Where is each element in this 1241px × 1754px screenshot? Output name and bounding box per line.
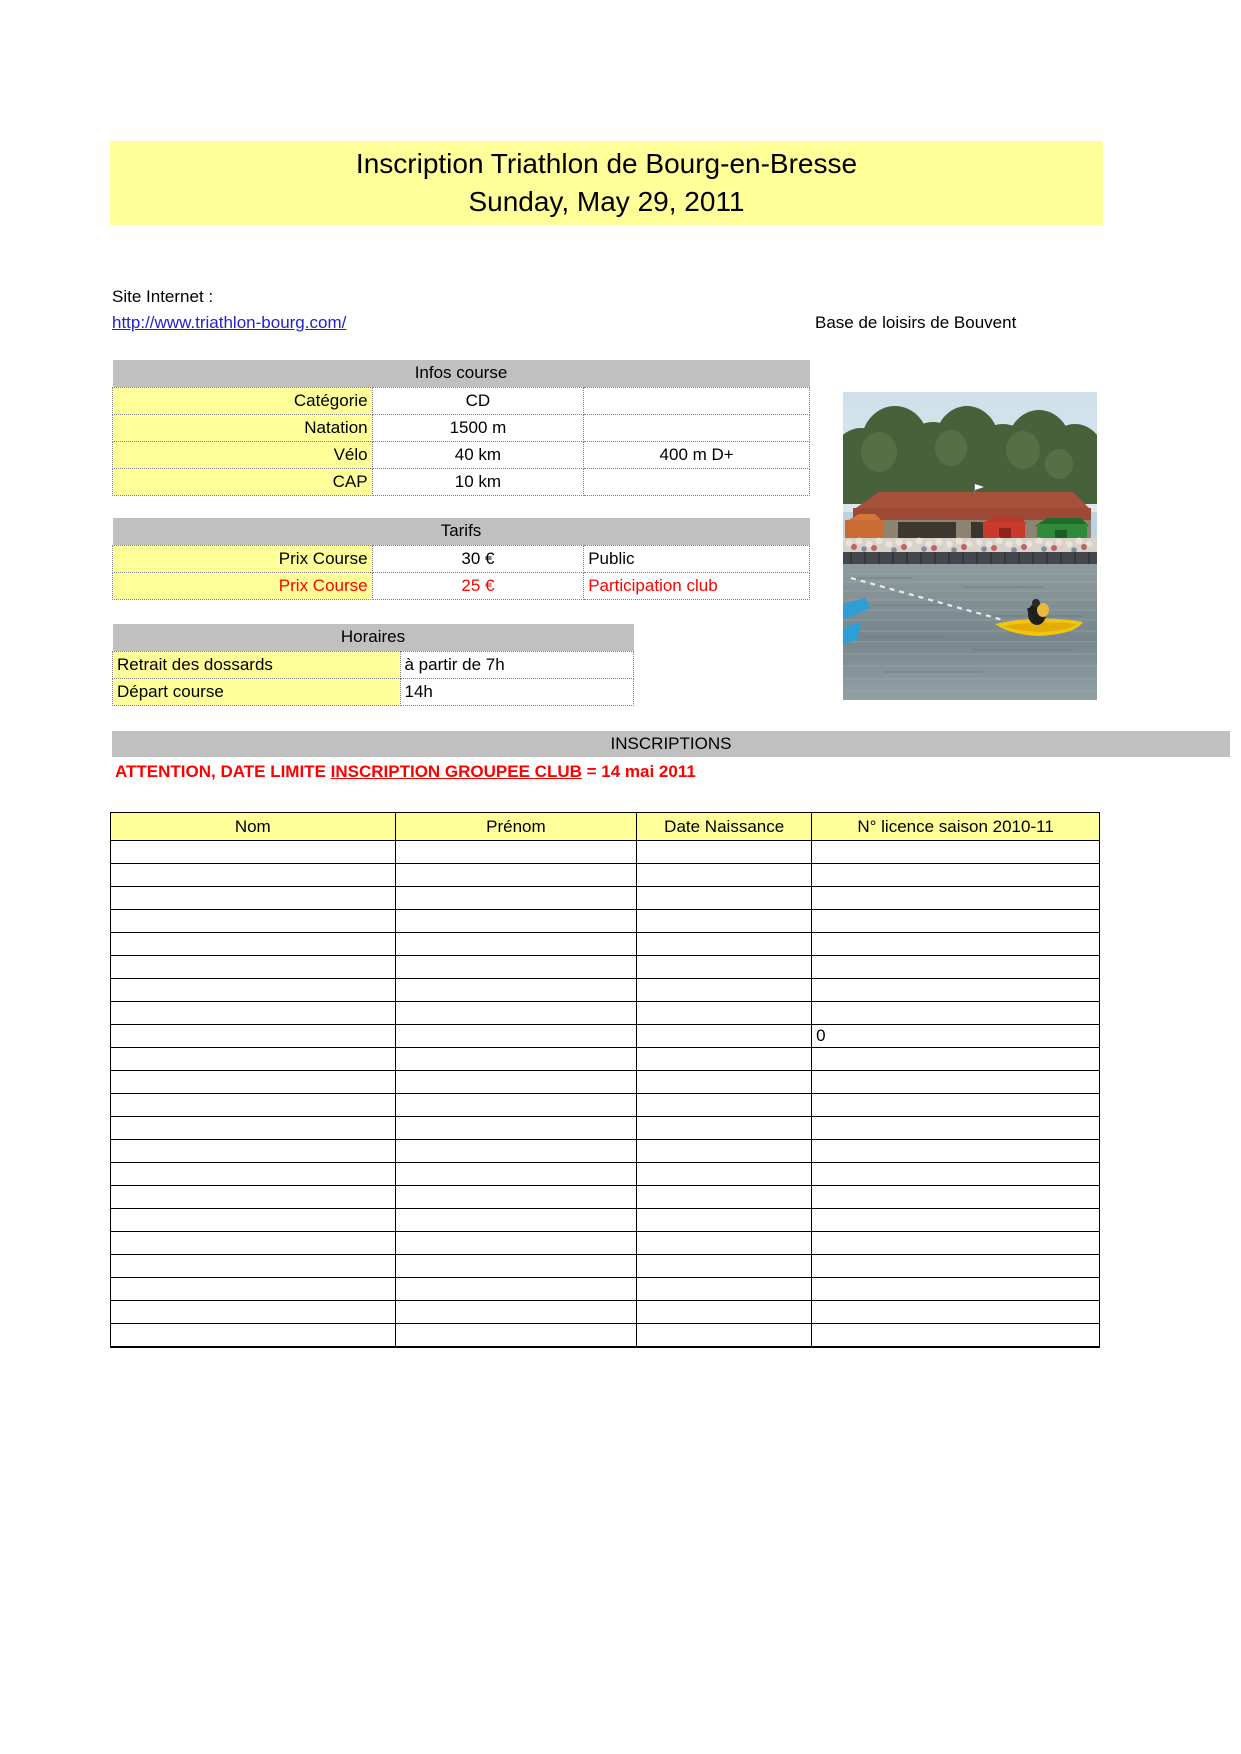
registration-cell[interactable]	[637, 1301, 812, 1324]
registration-cell[interactable]	[111, 1025, 396, 1048]
registration-cell[interactable]	[637, 910, 812, 933]
registration-cell[interactable]	[637, 1324, 812, 1347]
registration-cell[interactable]	[395, 1186, 637, 1209]
table-row	[113, 678, 634, 705]
registration-cell[interactable]	[395, 1025, 637, 1048]
registration-cell[interactable]	[637, 864, 812, 887]
infos-course-header-row	[113, 360, 810, 387]
registration-cell[interactable]	[637, 1232, 812, 1255]
table-row	[111, 1025, 1100, 1048]
tarifs-row-label: Prix Course	[113, 572, 373, 599]
table-row	[111, 841, 1100, 864]
horaires-table	[112, 624, 634, 706]
page-title-line-2: Sunday, May 29, 2011	[468, 186, 745, 217]
registration-cell[interactable]	[395, 1048, 637, 1071]
horaires-header: Horaires	[113, 624, 634, 651]
table-row	[111, 1232, 1100, 1255]
registration-header-row	[111, 813, 1100, 841]
table-row	[113, 414, 810, 441]
registration-cell[interactable]	[637, 1025, 812, 1048]
registration-cell[interactable]	[111, 1324, 396, 1347]
infos-course-table	[112, 360, 810, 496]
registration-cell[interactable]	[637, 1163, 812, 1186]
table-row	[111, 1002, 1100, 1025]
registration-cell[interactable]	[111, 1002, 396, 1025]
registration-cell[interactable]	[637, 841, 812, 864]
registration-cell[interactable]	[812, 1002, 1100, 1025]
registration-cell[interactable]	[395, 1071, 637, 1094]
horaires-row-label: Retrait des dossards	[113, 651, 401, 678]
table-row	[113, 441, 810, 468]
registration-cell[interactable]	[111, 1071, 396, 1094]
table-row	[111, 1071, 1100, 1094]
registration-cell[interactable]	[395, 1255, 637, 1278]
table-row	[111, 956, 1100, 979]
infos-row-label: CAP	[113, 468, 373, 495]
registration-cell[interactable]	[395, 1117, 637, 1140]
registration-cell[interactable]	[637, 1186, 812, 1209]
registration-cell[interactable]	[395, 841, 637, 864]
horaires-row-value: 14h	[400, 678, 634, 705]
registration-cell[interactable]	[812, 1278, 1100, 1301]
infos-row-value: 40 km	[372, 441, 584, 468]
infos-row-extra	[584, 414, 810, 441]
infos-row-value: 1500 m	[372, 414, 584, 441]
registration-cell[interactable]	[395, 1094, 637, 1117]
registration-cell[interactable]	[395, 1232, 637, 1255]
table-row	[111, 1117, 1100, 1140]
venue-label: Base de loisirs de Bouvent	[815, 313, 1017, 332]
column-header-licence: N° licence saison 2010-11	[812, 813, 1100, 841]
registration-cell[interactable]	[395, 1278, 637, 1301]
registration-cell[interactable]	[111, 1278, 396, 1301]
tarifs-row-value: 25 €	[372, 572, 584, 599]
horaires-row-label: Départ course	[113, 678, 401, 705]
registration-cell[interactable]	[395, 1324, 637, 1347]
registration-cell[interactable]	[111, 1186, 396, 1209]
tarifs-row-value: 30 €	[372, 545, 584, 572]
registration-cell[interactable]	[812, 1301, 1100, 1324]
photo-illustration	[843, 392, 1097, 700]
registration-cell[interactable]	[111, 887, 396, 910]
inscriptions-banner-label: INSCRIPTIONS	[610, 734, 732, 753]
inscriptions-banner	[112, 731, 1230, 757]
infos-row-extra: 400 m D+	[584, 441, 810, 468]
deadline-warning	[115, 762, 696, 782]
registration-cell[interactable]	[395, 1209, 637, 1232]
table-row	[111, 933, 1100, 956]
column-header-date-naissance: Date Naissance	[637, 813, 812, 841]
registration-cell[interactable]	[637, 1094, 812, 1117]
registration-cell[interactable]	[637, 1140, 812, 1163]
registration-cell[interactable]	[812, 1255, 1100, 1278]
registration-cell[interactable]	[637, 1209, 812, 1232]
registration-cell[interactable]	[395, 887, 637, 910]
table-row	[111, 1163, 1100, 1186]
registration-cell[interactable]	[637, 956, 812, 979]
tarifs-header: Tarifs	[113, 518, 810, 545]
horaires-header-row	[113, 624, 634, 651]
registration-cell[interactable]	[812, 1324, 1100, 1347]
tarifs-header-row	[113, 518, 810, 545]
registration-cell[interactable]	[812, 864, 1100, 887]
registration-cell[interactable]	[812, 933, 1100, 956]
page-title-line-1: Inscription Triathlon de Bourg-en-Bresse	[355, 148, 858, 179]
registration-cell[interactable]	[395, 1301, 637, 1324]
registration-cell[interactable]	[812, 887, 1100, 910]
registration-cell[interactable]	[111, 1209, 396, 1232]
registration-cell[interactable]	[637, 1048, 812, 1071]
registration-cell[interactable]	[812, 1094, 1100, 1117]
registration-cell[interactable]	[812, 1117, 1100, 1140]
tarifs-row-extra: Public	[584, 545, 810, 572]
tarifs-row-label: Prix Course	[113, 545, 373, 572]
registration-cell[interactable]	[812, 1163, 1100, 1186]
registration-cell[interactable]	[812, 841, 1100, 864]
infos-row-value: 10 km	[372, 468, 584, 495]
registration-cell[interactable]	[111, 910, 396, 933]
registration-cell[interactable]	[637, 887, 812, 910]
table-row	[111, 1324, 1100, 1347]
registration-cell[interactable]	[812, 1232, 1100, 1255]
column-header-nom: Nom	[111, 813, 396, 841]
registration-cell[interactable]	[111, 933, 396, 956]
registration-cell[interactable]	[812, 1186, 1100, 1209]
table-row	[111, 1140, 1100, 1163]
infos-row-extra	[584, 387, 810, 414]
infos-row-value: CD	[372, 387, 584, 414]
table-row	[113, 545, 810, 572]
site-internet-link[interactable]: http://www.triathlon-bourg.com/	[112, 313, 347, 332]
tarifs-table	[112, 518, 810, 600]
registration-cell[interactable]	[812, 1048, 1100, 1071]
registration-table[interactable]	[110, 812, 1100, 1348]
infos-row-extra	[584, 468, 810, 495]
registration-cell[interactable]: 0	[812, 1025, 1100, 1048]
registration-cell[interactable]	[812, 1071, 1100, 1094]
site-internet-label: Site Internet :	[112, 287, 214, 306]
registration-cell[interactable]	[637, 1117, 812, 1140]
table-row	[111, 887, 1100, 910]
deadline-warning-underlined: INSCRIPTION GROUPEE CLUB	[330, 762, 582, 781]
registration-cell[interactable]	[812, 910, 1100, 933]
table-row	[111, 1255, 1100, 1278]
deadline-warning-prefix: ATTENTION, DATE LIMITE	[115, 762, 331, 781]
table-row	[113, 572, 810, 599]
registration-cell[interactable]	[111, 956, 396, 979]
registration-cell[interactable]	[395, 933, 637, 956]
registration-cell[interactable]	[637, 1002, 812, 1025]
registration-cell[interactable]	[637, 933, 812, 956]
tarifs-row-extra: Participation club	[584, 572, 810, 599]
table-row	[111, 1186, 1100, 1209]
infos-row-label: Natation	[113, 414, 373, 441]
registration-cell[interactable]	[111, 1255, 396, 1278]
deadline-warning-suffix: = 14 mai 2011	[581, 762, 696, 781]
registration-table-body	[111, 841, 1100, 1347]
registration-cell[interactable]	[637, 979, 812, 1002]
table-row	[111, 1278, 1100, 1301]
table-row	[111, 1048, 1100, 1071]
table-row	[111, 1209, 1100, 1232]
registration-cell[interactable]	[637, 1071, 812, 1094]
registration-cell[interactable]	[111, 1232, 396, 1255]
registration-cell[interactable]	[111, 1163, 396, 1186]
infos-course-header: Infos course	[113, 360, 810, 387]
registration-cell[interactable]	[111, 1048, 396, 1071]
infos-row-label: Vélo	[113, 441, 373, 468]
table-row	[111, 910, 1100, 933]
registration-cell[interactable]	[111, 841, 396, 864]
registration-cell[interactable]	[812, 956, 1100, 979]
table-row	[111, 1094, 1100, 1117]
registration-cell[interactable]	[395, 1140, 637, 1163]
registration-cell[interactable]	[111, 1117, 396, 1140]
registration-cell[interactable]	[395, 910, 637, 933]
registration-cell[interactable]	[812, 1209, 1100, 1232]
registration-cell[interactable]	[111, 1301, 396, 1324]
registration-cell[interactable]	[812, 1140, 1100, 1163]
registration-cell[interactable]	[111, 979, 396, 1002]
registration-cell[interactable]	[395, 1163, 637, 1186]
table-row	[111, 1301, 1100, 1324]
registration-cell[interactable]	[111, 1094, 396, 1117]
registration-cell[interactable]	[111, 864, 396, 887]
registration-cell[interactable]	[637, 1278, 812, 1301]
registration-cell[interactable]	[812, 979, 1100, 1002]
table-row	[113, 468, 810, 495]
horaires-row-value: à partir de 7h	[400, 651, 634, 678]
table-row	[111, 864, 1100, 887]
column-header-prenom: Prénom	[395, 813, 637, 841]
title-banner	[110, 141, 1103, 225]
registration-cell[interactable]	[395, 864, 637, 887]
table-row	[111, 979, 1100, 1002]
registration-cell[interactable]	[395, 1002, 637, 1025]
infos-row-label: Catégorie	[113, 387, 373, 414]
registration-cell[interactable]	[637, 1255, 812, 1278]
registration-cell[interactable]	[111, 1140, 396, 1163]
registration-cell[interactable]	[395, 956, 637, 979]
registration-cell[interactable]	[395, 979, 637, 1002]
table-row	[113, 651, 634, 678]
table-row	[113, 387, 810, 414]
triathlon-swim-start-photo	[843, 392, 1097, 700]
